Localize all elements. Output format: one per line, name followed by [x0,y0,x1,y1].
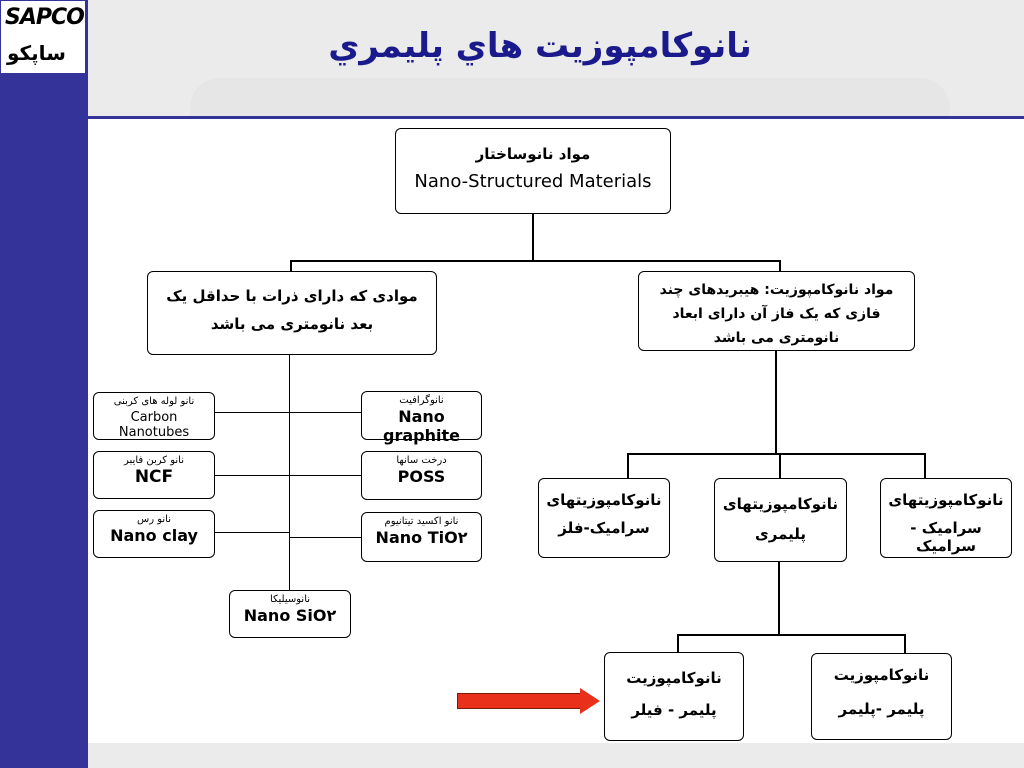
connector [289,354,290,616]
right-branch-label: مواد نانوکامپوزیت: هیبریدهای چند فازی که یک فاز آن دارای ابعاد نانومتری می باشد [659,282,894,346]
connector [214,475,289,476]
footer-band [88,743,1024,768]
polymer-polymer-node [811,653,952,740]
left-branch-label: موادی که دارای ذرات با حداقل یک بعد نانومتری می باشد [166,287,418,333]
composite-line1: نانوکامپوزیتهای [546,491,662,509]
item-label-fa: درخت سانها [396,455,447,466]
ceramic-ceramic-composite [880,478,1012,558]
right-branch-node [638,271,915,351]
composite-line2: پلیمری [754,525,806,543]
item-label-fa: نانو کربن فایبر [124,455,184,466]
connector [289,537,361,538]
item-label-en: POSS [397,467,446,486]
nanomaterial-nano-tio2 [361,512,482,562]
composite-line2: سرامیک-فلز [558,519,650,537]
logo-text-en: SAPCO [5,5,84,30]
connector [775,350,777,454]
left-branch-node [147,271,437,355]
subtype-line2: پلیمر -پلیمر [838,700,925,718]
connector [779,453,781,479]
connector [289,475,361,476]
item-label-fa: نانو اکسید تیتانیوم [384,516,459,527]
item-label-en: Nano clay [110,526,198,545]
connector [677,634,906,636]
connector [532,212,534,261]
item-label-fa: نانوسیلیکا [269,594,311,605]
item-label-fa: نانوگرافیت [399,395,444,406]
item-label-fa: نانو لوله های کربنی [113,396,195,407]
connector [677,634,679,654]
polymer-composite [714,478,847,562]
highlight-arrow-shaft [457,693,581,709]
slide-title: نانوكامپوزيت هاي پليمري [328,26,752,66]
sidebar-band [0,0,88,768]
nanomaterial-ncf [93,451,215,499]
highlight-arrow-head [580,688,600,714]
subtype-line1: نانوکامپوزیت [626,669,722,687]
composite-line1: نانوکامپوزیتهای [722,495,839,513]
nanomaterial-nano-sio2 [229,590,351,638]
subtype-line2: پلیمر - فیلر [631,701,717,719]
connector [289,412,361,413]
composite-line1: نانوکامپوزیتهای [888,491,1004,509]
sapco-logo [0,0,86,74]
polymer-filler-node [604,652,744,741]
subtype-line1: نانوکامپوزیت [833,666,930,684]
connector [924,453,926,479]
nanomaterial-nano-graphite [361,391,482,445]
root-label-en: Nano-Structured Materials [414,171,652,192]
root-label-fa: مواد نانوساختار [475,145,591,163]
connector [214,532,289,533]
connector [214,412,289,413]
composite-line2: سرامیک - سرامیک [910,519,982,555]
connector [627,453,925,455]
connector [627,453,629,479]
ceramic-metal-composite [538,478,670,558]
nanomaterial-carbon-nanotubes [93,392,215,440]
item-label-en: Nano SiO۲ [243,606,337,625]
connector [290,260,781,262]
item-label-fa: نانو رس [137,514,171,525]
nanomaterial-nano-clay [93,510,215,558]
nanomaterial-poss [361,451,482,500]
connector [904,634,906,654]
item-label-en: Carbon Nanotubes [118,410,190,440]
item-label-en: NCF [134,467,174,487]
item-label-en: Nano graphite [383,407,460,445]
logo-text-fa: ساپکو [7,41,66,65]
root-node [395,128,671,214]
item-label-en: Nano TiO۲ [375,528,468,547]
connector [778,561,780,635]
